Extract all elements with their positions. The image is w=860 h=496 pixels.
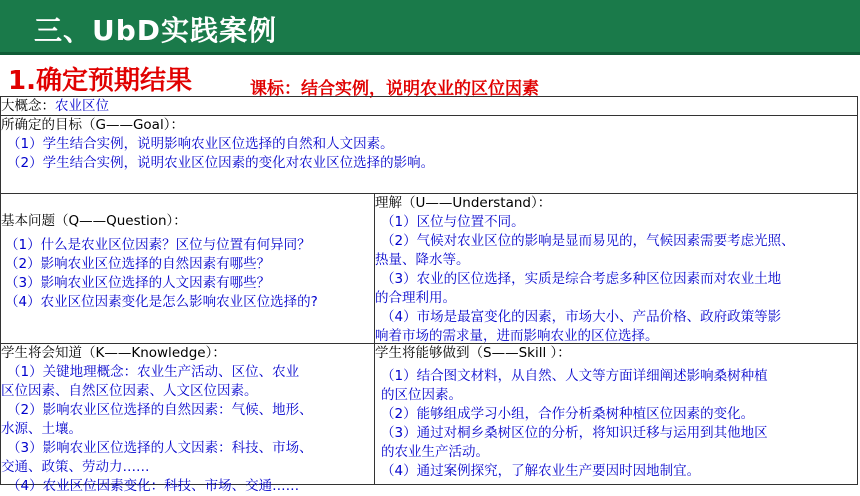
ubd-table: [0, 96, 858, 494]
knowledge-skill-row: [1, 344, 857, 494]
understand-cell: [375, 194, 859, 343]
skill-item: （4）通过案例探究，了解农业生产要因时因地制宜。: [381, 463, 701, 479]
knowledge-item: （3）影响农业区位选择的人文因素：科技、市场、: [7, 440, 313, 456]
section-title: 1.确定预期结果: [8, 66, 192, 96]
goal-item: （2）学生结合实例，说明农业区位因素的变化对农业区位选择的影响。: [7, 155, 435, 171]
skill-item: （3）通过对桐乡桑树区位的分析，将知识迁移与运用到其他地区: [381, 425, 768, 441]
big-concept-label: 大概念：: [1, 98, 55, 114]
skill-cell: [375, 344, 859, 484]
skill-item: 的农业生产活动。: [381, 444, 489, 460]
question-understand-row: [1, 194, 857, 344]
understand-item: （1）区位与位置不同。: [381, 214, 525, 230]
knowledge-item: 区位因素、自然区位因素、人文区位因素。: [1, 383, 258, 399]
question-item: （4）农业区位因素变化是怎么影响农业区位选择的?: [5, 294, 318, 310]
question-cell: [1, 194, 374, 343]
understand-item: 的合理利用。: [375, 290, 456, 306]
slide-header: [0, 0, 860, 55]
skill-item: 的区位因素。: [381, 387, 462, 403]
goal-row: [1, 116, 857, 194]
knowledge-item: 水源、土壤。: [1, 421, 82, 437]
knowledge-heading: 学生将会知道（K——Knowledge）：: [1, 345, 226, 361]
big-concept-value: 农业区位: [55, 98, 109, 114]
understand-heading: 理解（U——Understand）：: [375, 195, 552, 211]
knowledge-item: （1）关键地理概念：农业生产活动、区位、农业: [7, 364, 300, 380]
question-item: （2）影响农业区位选择的自然因素有哪些？: [5, 256, 271, 272]
skill-item: （2）能够组成学习小组，合作分析桑树种植区位因素的变化。: [381, 406, 755, 422]
question-heading: 基本问题（Q——Question）：: [1, 213, 187, 229]
goal-item: （1）学生结合实例，说明影响农业区位选择的自然和人文因素。: [7, 136, 394, 152]
big-concept-row: [1, 97, 857, 116]
goal-heading: 所确定的目标（G——Goal）：: [1, 117, 184, 133]
understand-item: （3）农业的区位选择，实质是综合考虑多种区位因素而对农业土地: [381, 271, 782, 287]
knowledge-item: 交通、政策、劳动力……: [1, 459, 150, 475]
knowledge-item: （2）影响农业区位选择的自然因素：气候、地形、: [7, 402, 313, 418]
knowledge-item: （4）农业区位因素变化：科技、市场、交通……: [7, 478, 300, 494]
skill-item: （1）结合图文材料，从自然、人文等方面详细阐述影响桑树种植: [381, 368, 768, 384]
slide-title: 三、UbD实践案例: [34, 14, 278, 47]
question-item: （1）什么是农业区位因素？区位与位置有何异同？: [5, 237, 311, 253]
understand-item: （2）气候对农业区位的影响是显而易见的，气候因素需要考虑光照、: [381, 233, 795, 249]
understand-item: 响着市场的需求量，进而影响农业的区位选择。: [375, 328, 659, 344]
understand-item: 热量、降水等。: [375, 252, 470, 268]
curriculum-standard: 课标：结合实例，说明农业的区位因素: [250, 79, 539, 99]
understand-item: （4）市场是最富变化的因素，市场大小、产品价格、政府政策等影: [381, 309, 782, 325]
knowledge-cell: [1, 344, 374, 494]
question-item: （3）影响农业区位选择的人文因素有哪些？: [5, 275, 271, 291]
skill-heading: 学生将能够做到（S——Skill ）：: [375, 345, 571, 361]
